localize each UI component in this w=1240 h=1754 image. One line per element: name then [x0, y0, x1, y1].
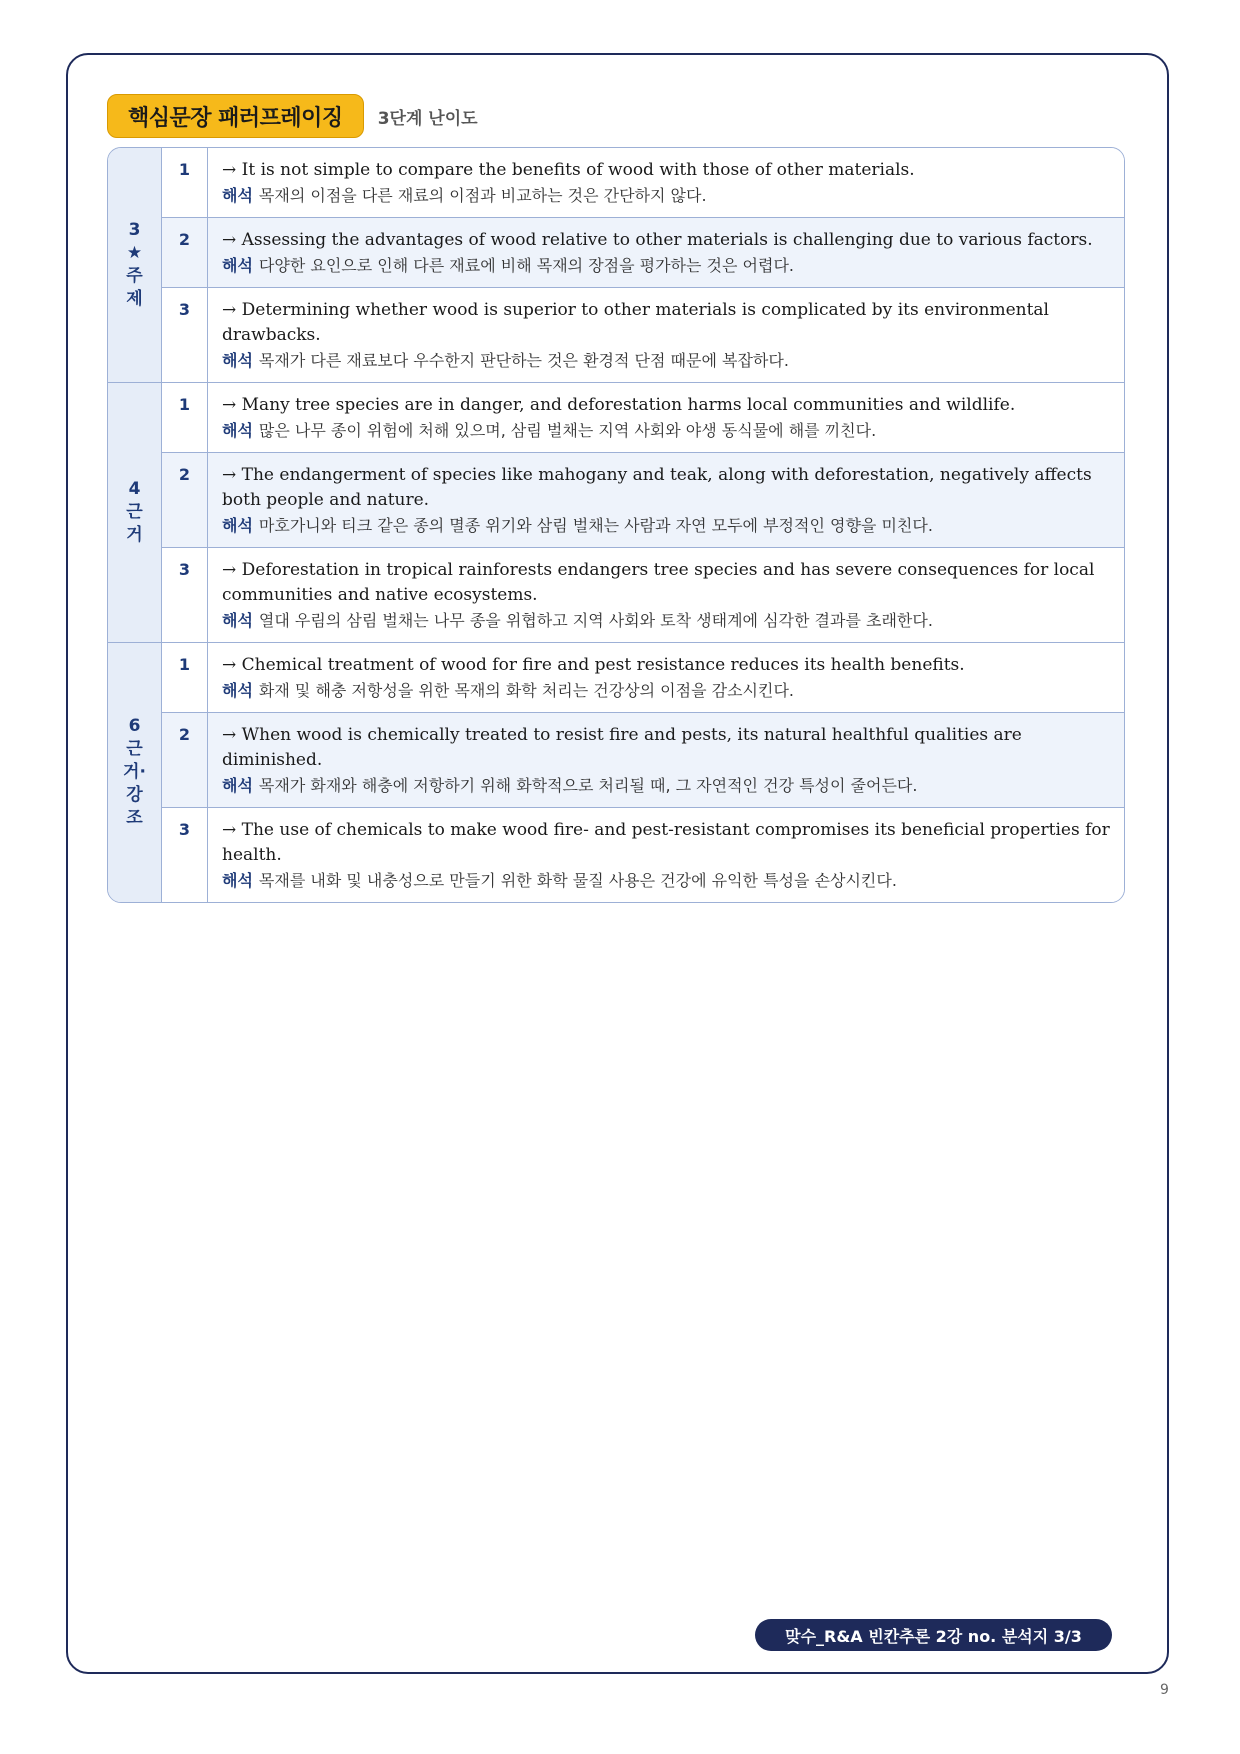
group-label-char: 제 — [126, 289, 143, 309]
group-label-char: 근 — [126, 502, 143, 522]
paraphrase-table — [107, 147, 1125, 903]
group-label-char: 4 — [128, 479, 141, 499]
row-number: 3 — [162, 548, 208, 642]
korean-translation — [222, 418, 1110, 444]
translation-text: 목재가 다른 재료보다 우수한지 판단하는 것은 환경적 단점 때문에 복잡하다. — [258, 351, 789, 370]
english-sentence: → The endangerment of species like mahogany and teak, along with deforestation, negatively affects both people and nature. — [222, 465, 1092, 510]
group-label-char: 6 — [128, 716, 141, 736]
row-number: 2 — [162, 713, 208, 807]
korean-translation — [222, 773, 1110, 799]
translation-text: 목재가 화재와 해충에 저항하기 위해 화학적으로 처리될 때, 그 자연적인 건강 특성이 줄어든다. — [258, 776, 918, 795]
table-group — [108, 382, 1124, 642]
english-sentence: → Deforestation in tropical rainforests endangers tree species and has severe consequences for local communities and native ecosystems. — [222, 560, 1095, 605]
korean-translation — [222, 678, 1110, 704]
translation-tag: 해석 — [222, 871, 253, 890]
korean-translation — [222, 253, 1110, 279]
english-sentence: → It is not simple to compare the benefits of wood with those of other materials. — [222, 160, 915, 180]
row-content — [208, 383, 1124, 452]
translation-tag: 해석 — [222, 776, 253, 795]
row-content — [208, 288, 1124, 382]
table-row — [162, 148, 1124, 217]
row-content — [208, 218, 1124, 287]
row-number: 1 — [162, 383, 208, 452]
translation-text: 다양한 요인으로 인해 다른 재료에 비해 목재의 장점을 평가하는 것은 어렵다. — [258, 256, 795, 275]
english-sentence: → The use of chemicals to make wood fire- and pest-resistant compromises its beneficial properties for health. — [222, 820, 1110, 865]
table-row — [162, 807, 1124, 902]
translation-text: 열대 우림의 삼림 벌채는 나무 종을 위협하고 지역 사회와 토착 생태계에 심각한 결과를 초래한다. — [258, 611, 933, 630]
group-label-char: 주 — [126, 266, 143, 286]
row-content — [208, 713, 1124, 807]
row-content — [208, 808, 1124, 902]
row-content — [208, 453, 1124, 547]
translation-tag: 해석 — [222, 681, 253, 700]
translation-tag: 해석 — [222, 351, 253, 370]
row-number: 1 — [162, 643, 208, 712]
english-sentence: → Chemical treatment of wood for fire and pest resistance reduces its health benefits. — [222, 655, 965, 675]
translation-text: 화재 및 해충 저항성을 위한 목재의 화학 처리는 건강상의 이점을 감소시킨다. — [258, 681, 795, 700]
group-label-char: 거· — [123, 762, 146, 782]
english-sentence: → Assessing the advantages of wood relative to other materials is challenging due to various factors. — [222, 230, 1093, 250]
table-row — [162, 287, 1124, 382]
translation-tag: 해석 — [222, 611, 253, 630]
row-number: 3 — [162, 808, 208, 902]
table-row — [162, 452, 1124, 547]
table-group — [108, 148, 1124, 382]
table-row — [162, 383, 1124, 452]
table-row — [162, 547, 1124, 642]
english-sentence: → Many tree species are in danger, and deforestation harms local communities and wildlife. — [222, 395, 1016, 415]
group-label — [108, 383, 162, 642]
translation-text: 목재를 내화 및 내충성으로 만들기 위한 화학 물질 사용은 건강에 유익한 특성을 손상시킨다. — [258, 871, 897, 890]
group-label-char: 조 — [126, 808, 143, 828]
table-row — [162, 643, 1124, 712]
section-header — [107, 95, 478, 137]
korean-translation — [222, 183, 1110, 209]
difficulty-label: 3단계 난이도 — [377, 108, 478, 129]
english-sentence: → When wood is chemically treated to resist fire and pests, its natural healthful qualities are diminished. — [222, 725, 1022, 770]
korean-translation — [222, 868, 1110, 894]
table-row — [162, 217, 1124, 287]
footer-badge: 맞수_R&A 빈칸추론 2강 no. 분석지 3/3 — [755, 1619, 1112, 1651]
group-label — [108, 148, 162, 382]
group-label-char: 3 — [128, 220, 141, 240]
row-number: 3 — [162, 288, 208, 382]
table-row — [162, 712, 1124, 807]
group-label-char: ★ — [126, 243, 143, 263]
group-label-char: 근 — [126, 739, 143, 759]
table-group — [108, 642, 1124, 902]
korean-translation — [222, 608, 1110, 634]
row-number: 2 — [162, 218, 208, 287]
row-number: 1 — [162, 148, 208, 217]
row-content — [208, 548, 1124, 642]
row-number: 2 — [162, 453, 208, 547]
translation-tag: 해석 — [222, 256, 253, 275]
group-label-char: 거 — [126, 525, 143, 545]
korean-translation — [222, 513, 1110, 539]
page-number: 9 — [1160, 1682, 1169, 1698]
group-label — [108, 643, 162, 902]
translation-tag: 해석 — [222, 186, 253, 205]
translation-text: 목재의 이점을 다른 재료의 이점과 비교하는 것은 간단하지 않다. — [258, 186, 707, 205]
translation-tag: 해석 — [222, 516, 253, 535]
group-label-char: 강 — [126, 785, 143, 805]
english-sentence: → Determining whether wood is superior to other materials is complicated by its environmental drawbacks. — [222, 300, 1049, 345]
row-content — [208, 643, 1124, 712]
translation-text: 마호가니와 티크 같은 종의 멸종 위기와 삼림 벌채는 사람과 자연 모두에 부정적인 영향을 미친다. — [258, 516, 933, 535]
translation-text: 많은 나무 종이 위험에 처해 있으며, 삼림 벌채는 지역 사회와 야생 동식물에 해를 끼친다. — [258, 421, 877, 440]
translation-tag: 해석 — [222, 421, 253, 440]
section-title: 핵심문장 패러프레이징 — [107, 94, 364, 138]
korean-translation — [222, 348, 1110, 374]
row-content — [208, 148, 1124, 217]
